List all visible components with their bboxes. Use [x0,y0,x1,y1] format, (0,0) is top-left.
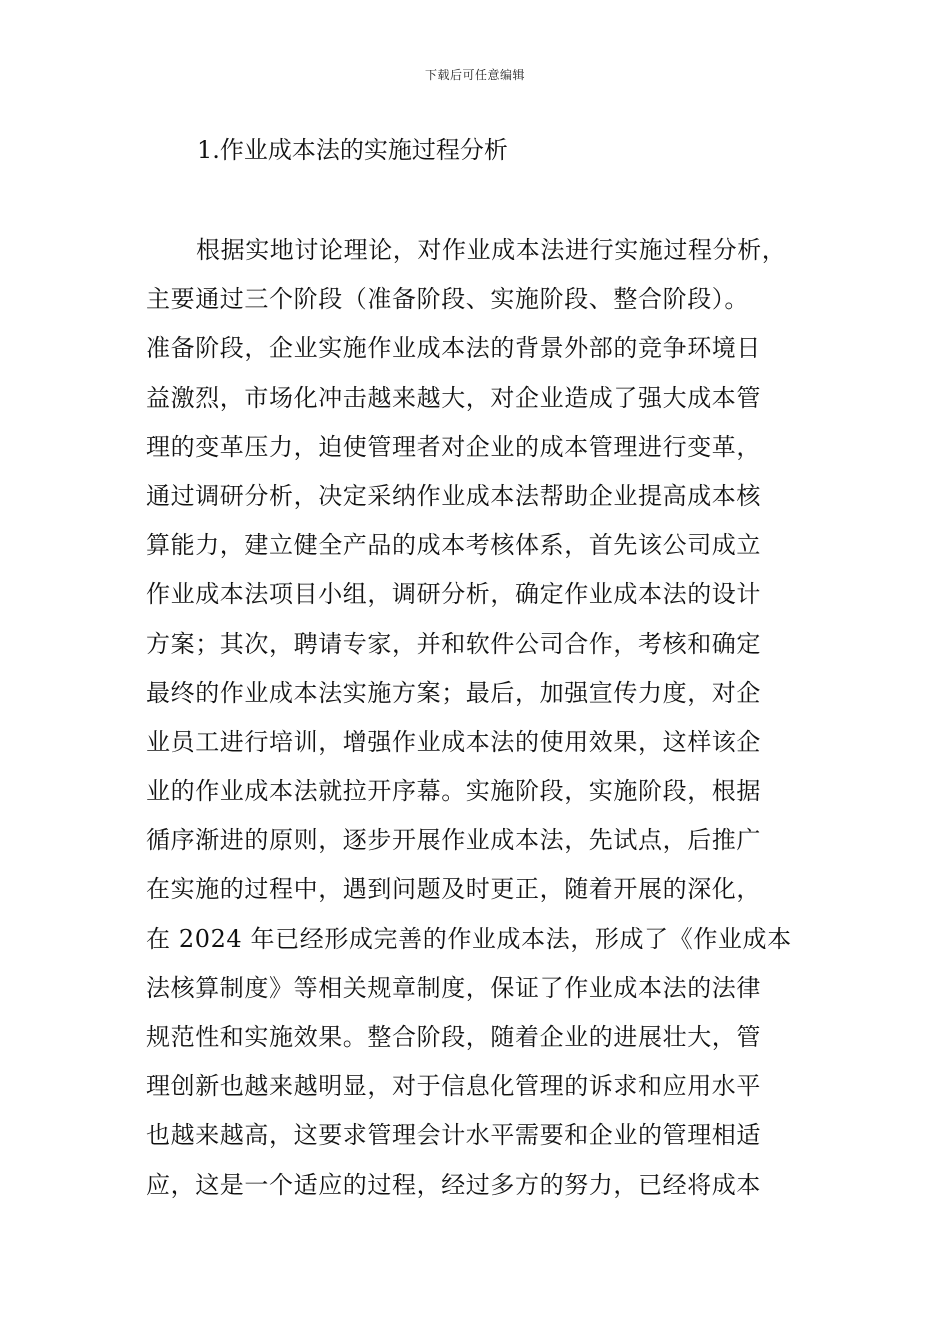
paragraph-line: 通过调研分析，决定采纳作业成本法帮助企业提高成本核 [146,481,761,510]
paragraph-line: 作业成本法项目小组，调研分析，确定作业成本法的设计 [146,580,761,609]
paragraph-line: 在实施的过程中，遇到问题及时更正，随着开展的深化， [146,875,761,904]
paragraph-line: 也越来越高，这要求管理会计水平需要和企业的管理相适 [146,1121,761,1150]
paragraph-line: 益激烈，市场化冲击越来越大，对企业造成了强大成本管 [146,383,761,412]
paragraph-line: 规范性和实施效果。整合阶段，随着企业的进展壮大，管 [146,1023,761,1051]
paragraph-line: 应，这是一个适应的过程，经过多方的努力，已经将成本 [146,1170,761,1199]
page-header: 下载后可任意编辑 [424,68,525,82]
paragraph-line: 循序渐进的原则，逐步开展作业成本法，先试点，后推广 [146,826,761,855]
section-title: 1.作业成本法的实施过程分析 [197,136,508,164]
paragraph-line: 主要通过三个阶段（准备阶段、实施阶段、整合阶段）。 [146,285,749,314]
paragraph-line: 算能力，建立健全产品的成本考核体系，首先该公司成立 [146,531,761,560]
paragraph-line: 最终的作业成本法实施方案；最后，加强宣传力度，对企 [146,678,761,707]
paragraph-line: 法核算制度》等相关规章制度，保证了作业成本法的法律 [146,973,761,1002]
paragraph-line: 准备阶段，企业实施作业成本法的背景外部的竞争环境日 [146,334,761,363]
paragraph-line: 理的变革压力，迫使管理者对企业的成本管理进行变革， [146,432,761,461]
paragraph-line: 业员工进行培训，增强作业成本法的使用效果，这样该企 [146,727,761,756]
paragraph-line: 业的作业成本法就拉开序幕。实施阶段，实施阶段，根据 [146,777,761,806]
paragraph-line: 在 2024 年已经形成完善的作业成本法，形成了《作业成本 [146,924,792,953]
paragraph-line: 理创新也越来越明显，对于信息化管理的诉求和应用水平 [146,1072,761,1101]
paragraph-line: 根据实地讨论理论，对作业成本法进行实施过程分析， [196,236,787,264]
paragraph-line: 方案；其次，聘请专家，并和软件公司合作，考核和确定 [146,629,761,658]
body-paragraph [146,232,836,1216]
